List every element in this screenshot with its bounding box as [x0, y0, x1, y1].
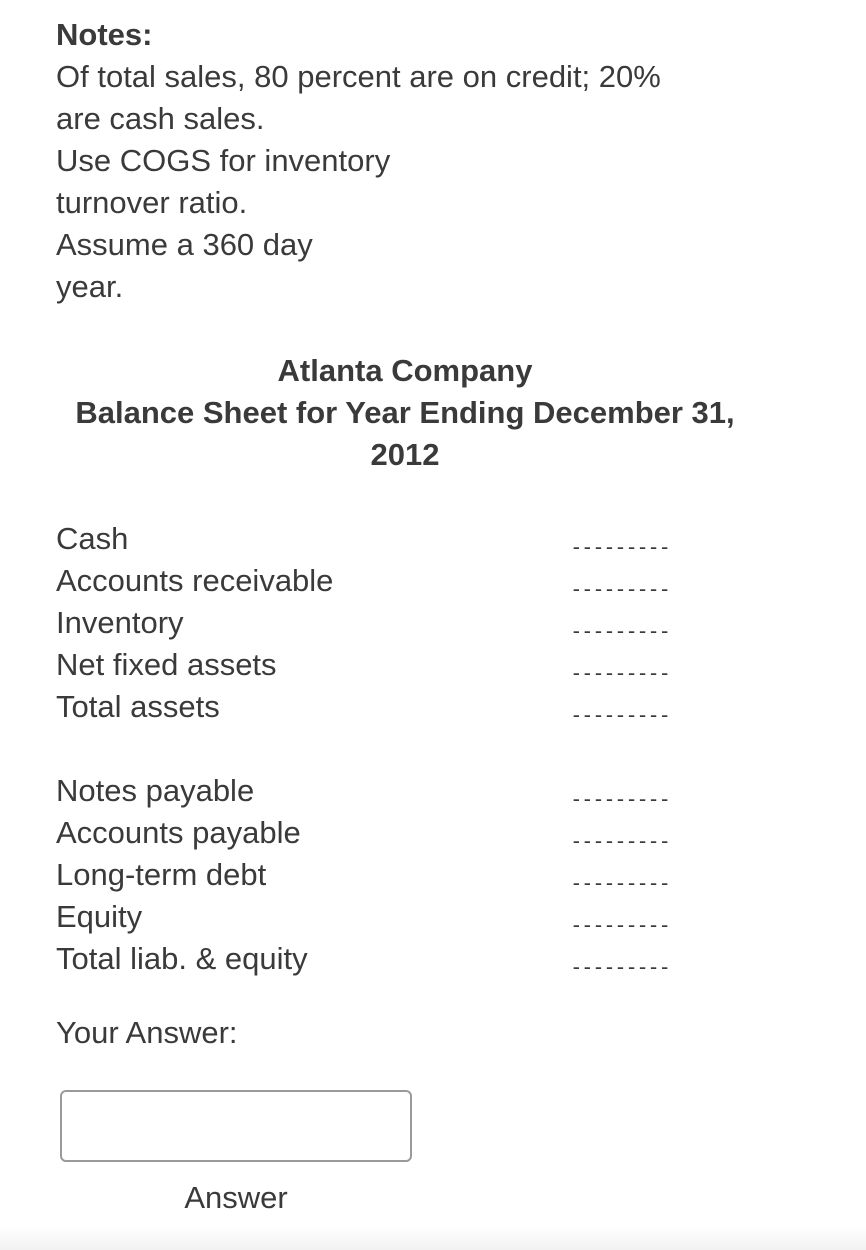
- company-name: Atlanta Company: [277, 353, 533, 388]
- row-label: Notes payable: [56, 773, 255, 808]
- balance-sheet-row-total-assets: [56, 688, 716, 730]
- balance-sheet-year: 2012: [370, 437, 440, 472]
- blank-value: ---------: [570, 703, 670, 727]
- answer-button[interactable]: Answer: [60, 1176, 412, 1220]
- blank-value: ---------: [570, 913, 670, 937]
- balance-sheet-row-equity: [56, 898, 716, 940]
- row-label: Inventory: [56, 605, 184, 640]
- row-label: Total liab. & equity: [56, 941, 308, 976]
- blank-value: ---------: [570, 661, 670, 685]
- row-label: Accounts receivable: [56, 563, 334, 598]
- notes-line: Use COGS for inventory: [56, 143, 391, 178]
- balance-sheet-row-accounts-payable: [56, 814, 716, 856]
- blank-value: ---------: [570, 829, 670, 853]
- notes-heading: Notes:: [56, 17, 153, 52]
- balance-sheet-row-accounts-receivable: [56, 562, 716, 604]
- balance-sheet-row-long-term-debt: [56, 856, 716, 898]
- row-label: Net fixed assets: [56, 647, 277, 682]
- balance-sheet-row-inventory: [56, 604, 716, 646]
- balance-sheet-row-notes-payable: [56, 772, 716, 814]
- your-answer-label: Your Answer:: [56, 1015, 238, 1050]
- row-label: Accounts payable: [56, 815, 301, 850]
- balance-sheet-row-net-fixed-assets: [56, 646, 716, 688]
- balance-sheet-row-total-liab-equity: [56, 940, 716, 982]
- blank-value: ---------: [570, 871, 670, 895]
- blank-value: ---------: [570, 535, 670, 559]
- notes-line: Of total sales, 80 percent are on credit; 20%: [56, 59, 661, 94]
- blank-value: ---------: [570, 955, 670, 979]
- blank-value: ---------: [570, 787, 670, 811]
- row-label: Long-term debt: [56, 857, 267, 892]
- balance-sheet-title: Balance Sheet for Year Ending December 31,: [75, 395, 735, 430]
- notes-line: are cash sales.: [56, 101, 265, 136]
- blank-value: ---------: [570, 619, 670, 643]
- row-label: Cash: [56, 521, 129, 556]
- blank-value: ---------: [570, 577, 670, 601]
- answer-input[interactable]: [60, 1090, 412, 1162]
- balance-sheet-row-cash: [56, 520, 716, 562]
- notes-line: Assume a 360 day: [56, 227, 313, 262]
- notes-line: turnover ratio.: [56, 185, 248, 220]
- notes-line: year.: [56, 269, 124, 304]
- row-label: Total assets: [56, 689, 220, 724]
- row-label: Equity: [56, 899, 143, 934]
- bottom-edge: [0, 1226, 866, 1250]
